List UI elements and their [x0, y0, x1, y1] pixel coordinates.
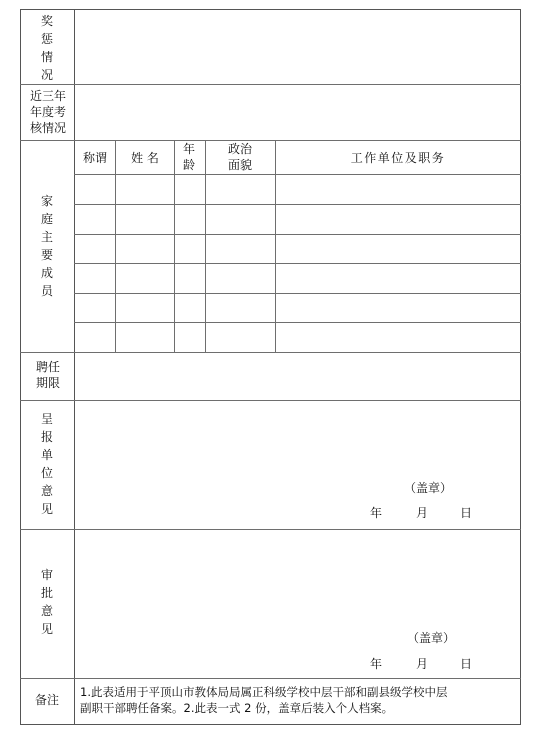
family-col-divider [115, 140, 116, 352]
submit-day: 日 [460, 506, 473, 520]
approval-opinion-field[interactable] [75, 530, 520, 678]
submit-opinion-label: 呈报单位意见 [40, 412, 53, 516]
family-row-divider [74, 263, 521, 264]
remarks-line-1: 1.此表适用于平顶山市教体局局属正科级学校中层干部和副县级学校中层 [80, 685, 448, 699]
family-col-divider [174, 140, 175, 352]
family-row-divider [74, 234, 521, 235]
rewards-field[interactable] [75, 10, 520, 84]
approval-day: 日 [460, 657, 473, 671]
family-header-name: 姓 名 [131, 151, 159, 165]
approval-opinion-label: 审批意见 [40, 568, 53, 636]
rewards-label: 奖惩情况 [40, 14, 53, 82]
family-header-workplace: 工作单位及职务 [350, 151, 446, 165]
family-row-divider [74, 293, 521, 294]
family-row-divider [74, 174, 521, 175]
remarks-line-2: 副职干部聘任备案。2.此表一式 2 份，盖章后装入个人档案。 [80, 701, 394, 715]
row-divider [20, 678, 521, 679]
term-label: 聘任期限 [35, 360, 60, 390]
family-row-divider [74, 204, 521, 205]
family-col-divider [275, 140, 276, 352]
family-row-divider [74, 322, 521, 323]
submit-stamp: （盖章） [404, 481, 453, 495]
table-border-right [520, 9, 521, 725]
table-border-bottom [20, 724, 521, 725]
family-header-title: 称谓 [82, 151, 107, 165]
appraisal-label: 近三年年度考核情况 [29, 89, 66, 135]
submit-month: 月 [416, 506, 429, 520]
approval-month: 月 [416, 657, 429, 671]
table-border-left [20, 9, 21, 725]
remarks-label: 备注 [35, 693, 60, 707]
family-header-politics: 政治面貌 [227, 142, 252, 172]
term-field[interactable] [75, 353, 520, 400]
family-col-divider [205, 140, 206, 352]
family-header-age: 年龄 [182, 142, 195, 172]
appraisal-field[interactable] [75, 85, 520, 140]
submit-year: 年 [370, 506, 383, 520]
approval-stamp: （盖章） [407, 631, 456, 645]
row-divider [20, 140, 521, 141]
submit-opinion-field[interactable] [75, 401, 520, 529]
approval-year: 年 [370, 657, 383, 671]
family-label: 家庭主要成员 [40, 194, 53, 298]
